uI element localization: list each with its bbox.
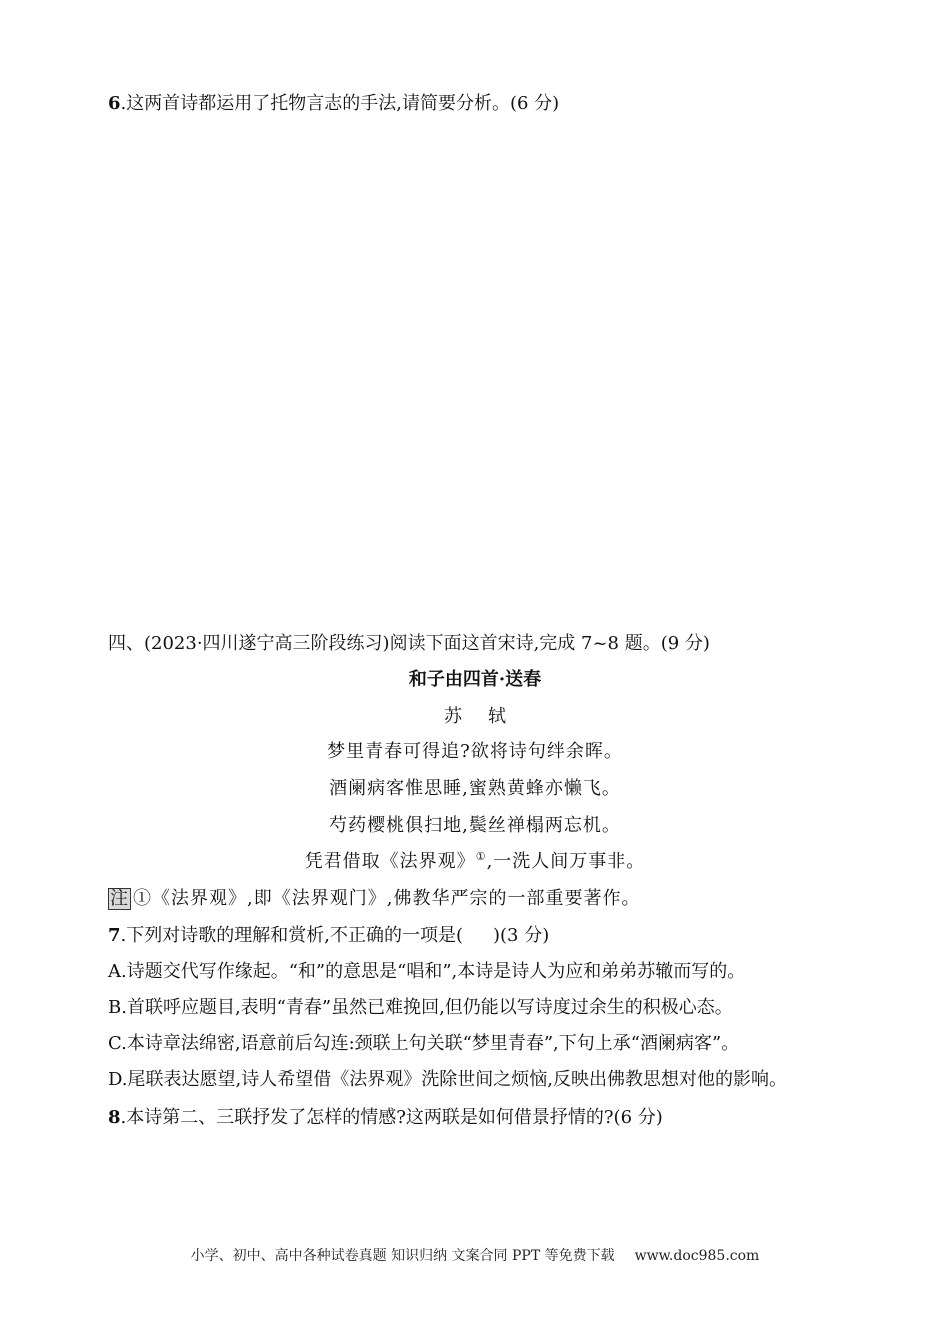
question-score: )(3 分) <box>493 925 550 946</box>
footnote-marker: ① <box>475 850 487 863</box>
poem-line: 梦里青春可得追?欲将诗句绊余晖。 <box>327 741 623 762</box>
question-number: 8 <box>108 1107 121 1128</box>
section-heading <box>108 632 710 656</box>
footer-link[interactable]: www.doc985.com <box>634 1248 760 1264</box>
option-b: B.首联呼应题目,表明“青春”虽然已难挽回,但仍能以写诗度过余生的积极心态。 <box>108 997 733 1018</box>
poem-line: 酒阑病客惟思睡,蜜熟黄蜂亦懒飞。 <box>329 778 621 799</box>
question-text: .本诗第二、三联抒发了怎样的情感?这两联是如何借景抒情的?(6 分) <box>120 1107 663 1128</box>
option-c: C.本诗章法绵密,语意前后勾连:颈联上句关联“梦里青春”,下句上承“酒阑病客”。 <box>108 1033 740 1054</box>
poem-line-head: 凭君借取《法界观》 <box>304 851 476 872</box>
poem-author <box>0 705 950 729</box>
footer-text: 小学、初中、高中各种试卷真题 知识归纳 文案合同 PPT 等免费下载 <box>190 1248 615 1264</box>
poem-line-tail: ,一洗人间万事非。 <box>486 851 646 872</box>
section-heading-text: 四、(2023·四川遂宁高三阶段练习)阅读下面这首宋诗,完成 7~8 题。(9 分) <box>108 633 710 654</box>
note-text: ①《法界观》,即《法界观门》,佛教华严宗的一部重要著作。 <box>133 888 641 909</box>
poem-line-last <box>0 850 950 874</box>
note-label: 注 <box>110 888 129 909</box>
question-number: 7 <box>108 925 121 946</box>
question-text: .下列对诗歌的理解和赏析,不正确的一项是( <box>120 925 463 946</box>
poem-author-name: 苏轼 <box>444 706 532 727</box>
question-7 <box>108 924 549 948</box>
poem-note <box>108 887 640 911</box>
page-footer <box>0 1246 950 1266</box>
question-number: 6 <box>108 93 121 114</box>
option-d: D.尾联表达愿望,诗人希望借《法界观》洗除世间之烦恼,反映出佛教思想对他的影响。 <box>108 1069 787 1090</box>
poem-title: 和子由四首·送春 <box>408 669 542 690</box>
poem-line: 芍药樱桃俱扫地,鬓丝禅榻两忘机。 <box>329 815 621 836</box>
question-8 <box>108 1106 663 1130</box>
question-text: .这两首诗都运用了托物言志的手法,请简要分析。(6 分) <box>120 93 560 114</box>
question-6 <box>108 92 559 116</box>
option-a: A.诗题交代写作缘起。“和”的意思是“唱和”,本诗是诗人为应和弟弟苏辙而写的。 <box>108 961 746 982</box>
